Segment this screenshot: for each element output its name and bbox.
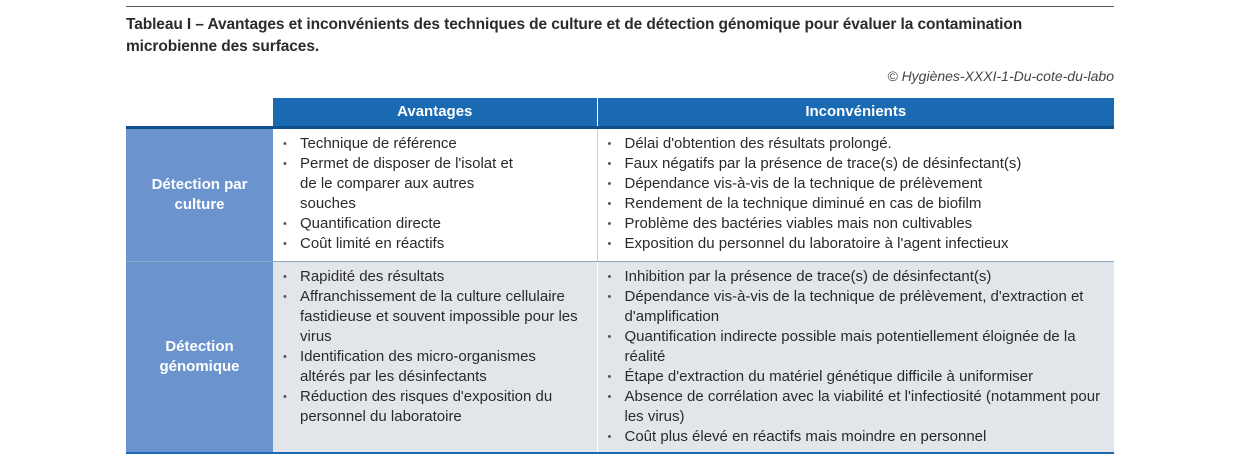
top-rule xyxy=(126,6,1114,7)
list-item: • Quantification indirecte possible mais potentiellement éloignée de la réalité xyxy=(608,327,1107,367)
table-row-culture xyxy=(126,128,1114,262)
genomique-avantages-cell xyxy=(273,262,597,454)
list-item: • Identification des micro-organismes altérés par les désinfectants xyxy=(283,347,589,387)
copyright-credit: © Hygiènes-XXXI-1-Du-cote-du-labo xyxy=(887,68,1114,84)
list-item: • Absence de corrélation avec la viabilité et l'infectiosité (notamment pour les virus) xyxy=(608,387,1107,427)
culture-inconvenients-cell xyxy=(597,128,1114,262)
list-item: • Problème des bactéries viables mais non cultivables xyxy=(608,214,1107,234)
row-header-genomique xyxy=(126,262,273,454)
list-item: • Étape d'extraction du matériel génétique difficile à uniformiser xyxy=(608,367,1107,387)
comparison-table xyxy=(126,98,1114,454)
culture-inconvenients-list xyxy=(608,134,1107,254)
header-corner xyxy=(126,98,273,128)
list-item: • Affranchissement de la culture cellulaire fastidieuse et souvent impossible pour les virus xyxy=(283,287,589,347)
list-item: • Coût plus élevé en réactifs mais moindre en personnel xyxy=(608,427,1107,447)
row-header-culture xyxy=(126,128,273,262)
list-item: • Faux négatifs par la présence de trace(s) de désinfectant(s) xyxy=(608,154,1107,174)
row-header-label: Détection génomique xyxy=(159,338,240,375)
culture-avantages-cell xyxy=(273,128,597,262)
culture-avantages-list xyxy=(283,134,589,254)
header-row xyxy=(126,98,1114,128)
header-avantages: Avantages xyxy=(273,98,597,128)
list-item: • Exposition du personnel du laboratoire à l'agent infectieux xyxy=(608,234,1107,254)
list-item: • Rendement de la technique diminué en cas de biofilm xyxy=(608,194,1107,214)
list-item: • Quantification directe xyxy=(283,214,589,234)
list-item: • Dépendance vis-à-vis de la technique de prélèvement, d'extraction et d'amplification xyxy=(608,287,1107,327)
list-item: • Réduction des risques d'exposition du personnel du laboratoire xyxy=(283,387,589,427)
list-item: • Technique de référence xyxy=(283,134,589,154)
header-inconvenients: Inconvénients xyxy=(597,98,1114,128)
list-item: • Permet de disposer de l'isolat et de le comparer aux autres souches xyxy=(283,154,589,214)
list-item: • Délai d'obtention des résultats prolongé. xyxy=(608,134,1107,154)
list-item: • Dépendance vis-à-vis de la technique de prélèvement xyxy=(608,174,1107,194)
list-item: • Coût limité en réactifs xyxy=(283,234,589,254)
table-caption: Tableau I – Avantages et inconvénients des techniques de culture et de détection génomique pour évaluer la contamination microbienne des surfaces. xyxy=(126,16,1023,55)
genomique-inconvenients-cell xyxy=(597,262,1114,454)
genomique-inconvenients-list xyxy=(608,267,1107,447)
table-row-genomique xyxy=(126,262,1114,454)
list-item: • Rapidité des résultats xyxy=(283,267,589,287)
genomique-avantages-list xyxy=(283,267,589,427)
list-item: • Inhibition par la présence de trace(s) de désinfectant(s) xyxy=(608,267,1107,287)
row-header-label: Détection par culture xyxy=(151,176,248,213)
